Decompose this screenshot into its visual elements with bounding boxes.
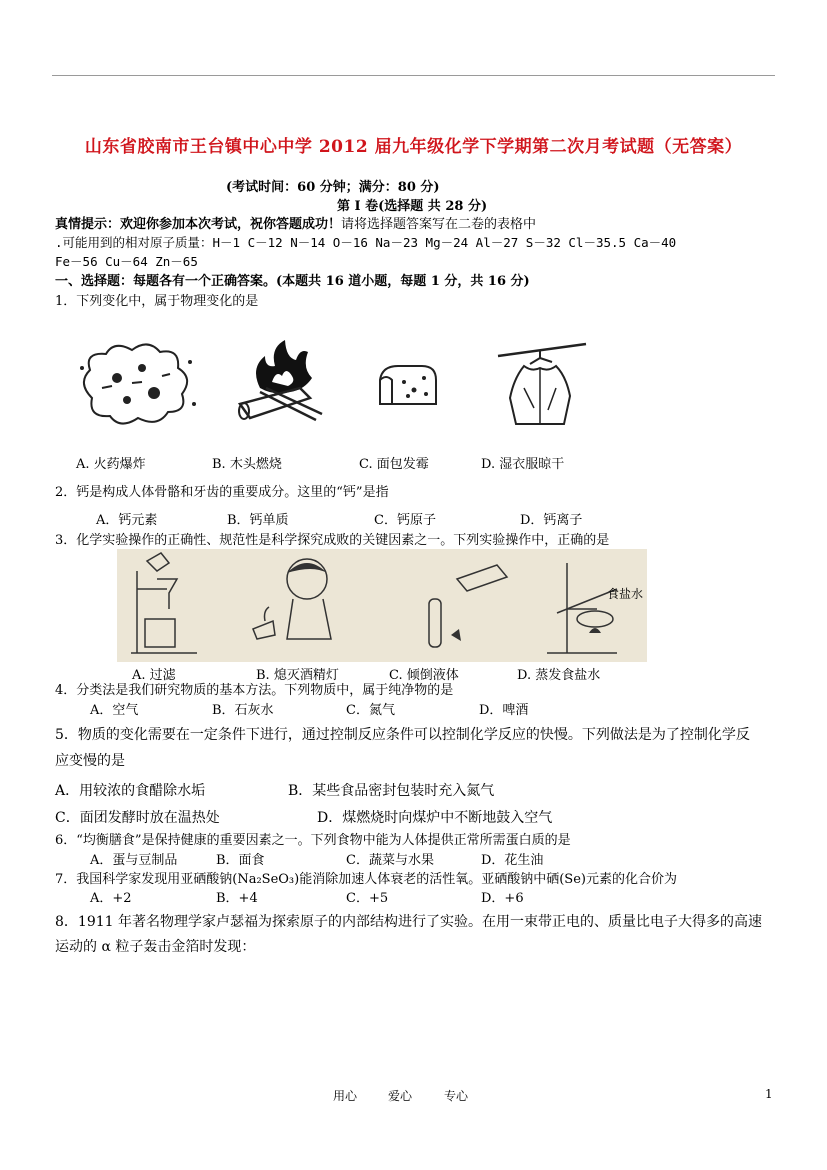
q2-option-a: A．钙元素 (96, 513, 158, 528)
q8-stem-line1: 8．1911 年著名物理学家卢瑟福为探索原子的内部结构进行了实验。在用一束带正电的、质量比电子大得多的高速 (55, 914, 762, 930)
page-number: 1 (765, 1087, 773, 1101)
q5-stem-line1: 5．物质的变化需要在一定条件下进行，通过控制反应条件可以控制化学反应的快慢。下列做法是为了控制化学反 (55, 727, 750, 743)
section-title: 第 I 卷(选择题 共 28 分) (337, 199, 488, 214)
q6-option-d: D．花生油 (481, 853, 544, 868)
explosion-illustration (72, 338, 200, 430)
q4-stem: 4．分类法是我们研究物质的基本方法。下列物质中，属于纯净物的是 (55, 683, 454, 698)
q7-option-d: D．+6 (481, 891, 524, 906)
exam-info: (考试时间：60 分钟；满分：80 分) (226, 180, 440, 195)
q1-option-d: D. 湿衣服晾干 (481, 457, 565, 472)
lab-operations-drawing (117, 549, 647, 662)
tip-label: 真情提示：欢迎你参加本次考试，祝你答题成功！ (55, 217, 342, 232)
q4-option-b: B．石灰水 (212, 703, 274, 718)
q4-option-a: A．空气 (90, 703, 139, 718)
q4-option-c: C．氮气 (346, 703, 395, 718)
q1-option-b: B. 木头燃烧 (212, 457, 282, 472)
q6-stem: 6．“均衡膳食”是保持健康的重要因素之一。下列食物中能为人体提供正常所需蛋白质的是 (55, 833, 571, 848)
q3-option-d: D. 蒸发食盐水 (517, 668, 601, 683)
drying-clothes-illustration (494, 338, 590, 430)
q6-option-a: A．蛋与豆制品 (90, 853, 178, 868)
q1-option-a: A. 火药爆炸 (76, 457, 146, 472)
q3-stem: 3．化学实验操作的正确性、规范性是科学探究成败的关键因素之一。下列实验操作中，正确的是 (55, 533, 610, 548)
q7-option-c: C．+5 (346, 891, 389, 906)
footer-item: 用心 (333, 1089, 358, 1103)
tip-text: 请将选择题答案写在二卷的表格中 (341, 217, 537, 232)
q4-option-d: D．啤酒 (479, 703, 529, 718)
q5-option-a: A．用较浓的食醋除水垢 (55, 783, 206, 799)
atomic-masses-line2: Fe－56 Cu－64 Zn－65 (55, 254, 198, 269)
q3-photo-label: 食盐水 (607, 587, 644, 601)
q2-option-d: D．钙离子 (520, 513, 583, 528)
q8-stem-line2: 运动的 α 粒子轰击金箔时发现： (55, 939, 256, 955)
q1-stem: 1．下列变化中，属于物理变化的是 (55, 294, 259, 309)
q5-option-c: C．面团发酵时放在温热处 (55, 810, 220, 826)
q3-option-c: C. 倾倒液体 (389, 668, 459, 683)
q2-option-b: B．钙单质 (227, 513, 289, 528)
q7-option-b: B．+4 (216, 891, 258, 906)
part1-heading: 一、选择题：每题各有一个正确答案。(本题共 16 道小题，每题 1 分，共 16 分) (55, 274, 530, 289)
q7-option-a: A．+2 (90, 891, 132, 906)
page-title: 山东省胶南市王台镇中心中学 2012 届九年级化学下学期第二次月考试题（无答案） (84, 137, 743, 157)
footer-item: 爱心 (388, 1089, 413, 1103)
q7-stem: 7．我国科学家发现用亚硒酸钠(Na₂SeO₃)能消除加速人体衰老的活性氧。亚硒酸钠中硒(Se)元素的化合价为 (55, 872, 677, 887)
q5-stem-line2: 应变慢的是 (55, 753, 125, 769)
atomic-masses-line1: .可能用到的相对原子质量：H－1 C－12 N－14 O－16 Na－23 Mg－24 Al－27 S－32 Cl－35.5 Ca－40 (55, 235, 677, 250)
q3-option-a: A. 过滤 (132, 668, 176, 683)
q1-option-c: C. 面包发霉 (359, 457, 429, 472)
footer-item: 专心 (444, 1089, 469, 1103)
q6-option-b: B．面食 (216, 853, 265, 868)
burning-wood-illustration (230, 338, 330, 430)
q6-option-c: C．蔬菜与水果 (346, 853, 434, 868)
q2-stem: 2．钙是构成人体骨骼和牙齿的重要成分。这里的“钙”是指 (55, 485, 389, 500)
moldy-bread-illustration (372, 360, 442, 412)
tip-line (55, 213, 536, 232)
q5-option-b: B．某些食品密封包装时充入氮气 (288, 783, 495, 799)
q3-option-b: B. 熄灭酒精灯 (256, 668, 339, 683)
q5-option-d: D．煤燃烧时向煤炉中不断地鼓入空气 (317, 810, 553, 826)
lab-operations-photo (117, 549, 647, 662)
header-rule (52, 75, 775, 76)
q2-option-c: C．钙原子 (374, 513, 436, 528)
